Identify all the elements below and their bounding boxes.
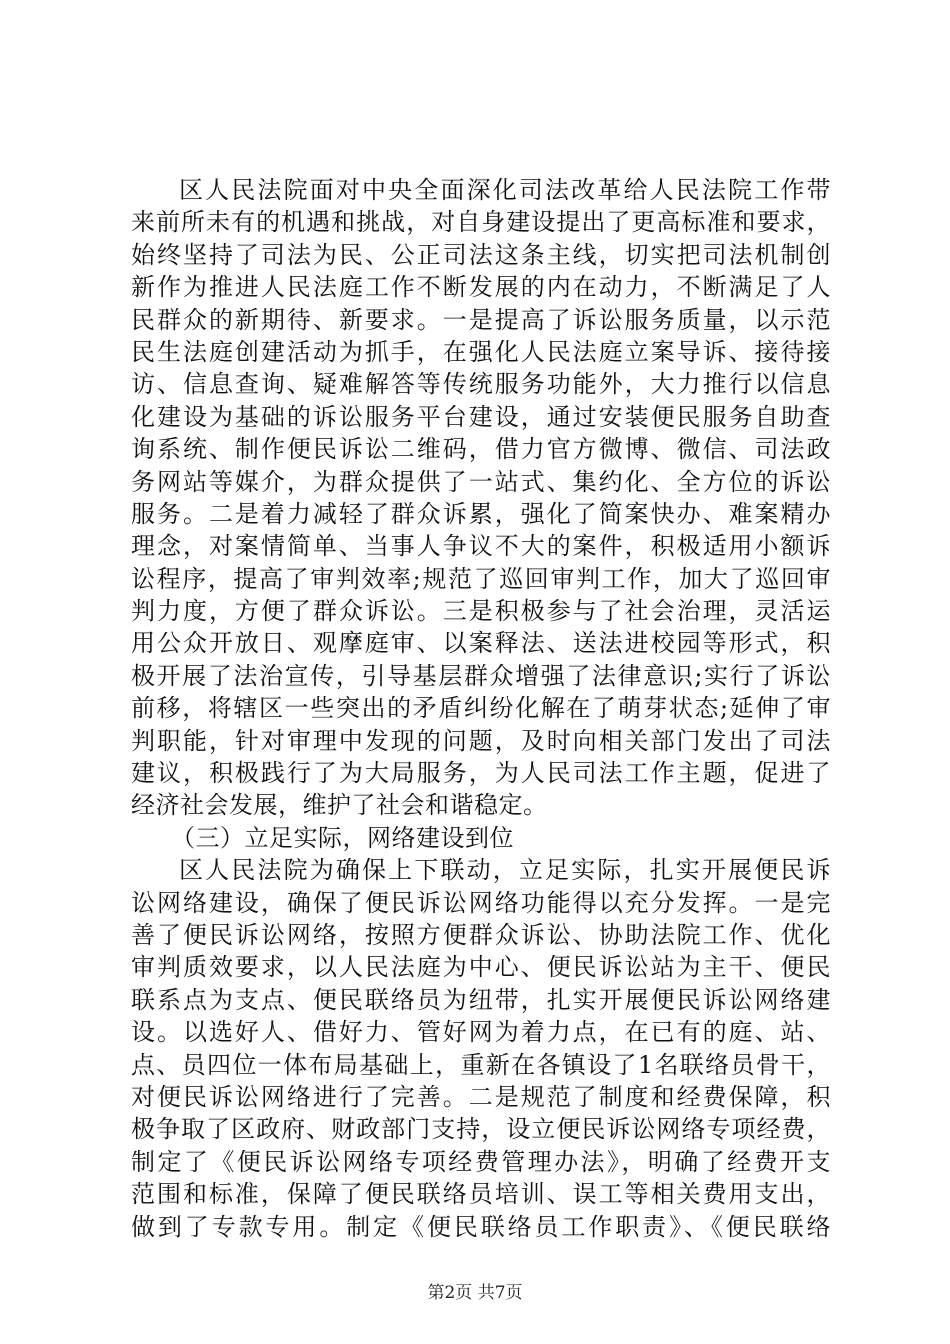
text-line: 对便民诉讼网络进行了完善。二是规范了制度和经费保障，积 (131, 1082, 831, 1111)
text-line: 善了便民诉讼网络，按照方便群众诉讼、协助法院工作、优化 (131, 920, 831, 949)
text-line: 民群众的新期待、新要求。一是提高了诉讼服务质量，以示范 (131, 305, 831, 334)
text-line: 做到了专款专用。制定《便民联络员工作职责》、《便民联络 (131, 1212, 831, 1241)
text-line: 化建设为基础的诉讼服务平台建设，通过安装便民服务自助查 (131, 402, 831, 431)
section-heading: （三）立足实际，网络建设到位 (171, 823, 514, 852)
text-line: 讼程序，提高了审判效率;规范了巡回审判工作，加大了巡回审 (131, 564, 831, 593)
text-line: 务网站等媒介，为群众提供了一站式、集约化、全方位的诉讼 (131, 467, 831, 496)
text-line: 区人民法院为确保上下联动，立足实际，扎实开展便民诉 (179, 856, 831, 885)
text-line: 设。以选好人、借好力、管好网为着力点，在已有的庭、站、 (131, 1018, 831, 1047)
text-line: 区人民法院面对中央全面深化司法改革给人民法院工作带 (179, 176, 831, 204)
text-line: 询系统、制作便民诉讼二维码，借力官方微博、微信、司法政 (131, 435, 831, 464)
text-line: 讼网络建设，确保了便民诉讼网络功能得以充分发挥。一是完 (131, 888, 831, 917)
text-line: 来前所未有的机遇和挑战，对自身建设提出了更高标准和要求， (131, 208, 831, 237)
text-line: 服务。二是着力减轻了群众诉累，强化了简案快办、难案精办 (131, 499, 831, 528)
text-line: 用公众开放日、观摩庭审、以案释法、送法进校园等形式，积 (131, 629, 831, 658)
paragraph-network-building (131, 854, 831, 1243)
text-line: 点、员四位一体布局基础上，重新在各镇设了1名联络员骨干， (131, 1050, 831, 1079)
text-line: 极争取了区政府、财政部门支持，设立便民诉讼网络专项经费， (131, 1115, 831, 1144)
text-line: 联系点为支点、便民联络员为纽带，扎实开展便民诉讼网络建 (131, 985, 831, 1014)
text-line: 判力度，方便了群众诉讼。三是积极参与了社会治理，灵活运 (131, 597, 831, 626)
text-line: 始终坚持了司法为民、公正司法这条主线，切实把司法机制创 (131, 240, 831, 269)
text-line: 范围和标准，保障了便民联络员培训、误工等相关费用支出， (131, 1180, 831, 1209)
text-line: 理念，对案情简单、当事人争议不大的案件，积极适用小额诉 (131, 532, 831, 561)
text-line: 经济社会发展，维护了社会和谐稳定。 (131, 791, 548, 820)
paragraph-court-reform (131, 174, 831, 822)
text-line: 民生法庭创建活动为抓手，在强化人民法庭立案导诉、接待接 (131, 337, 831, 366)
text-line: 极开展了法治宣传，引导基层群众增强了法律意识;实行了诉讼 (131, 661, 831, 690)
text-line: 制定了《便民诉讼网络专项经费管理办法》，明确了经费开支 (131, 1147, 831, 1176)
text-line: 建议，积极践行了为大局服务，为人民司法工作主题，促进了 (131, 759, 831, 788)
text-line: 访、信息查询、疑难解答等传统服务功能外，大力推行以信息 (131, 370, 831, 399)
text-line: 新作为推进人民法庭工作不断发展的内在动力，不断满足了人 (131, 273, 831, 302)
text-line: 前移，将辖区一些突出的矛盾纠纷化解在了萌芽状态;延伸了审 (131, 694, 831, 723)
text-line: 审判质效要求，以人民法庭为中心、便民诉讼站为主干、便民 (131, 953, 831, 982)
document-body (131, 174, 831, 1243)
page-number-footer: 第2页 共7页 (427, 1283, 523, 1303)
text-line: 判职能，针对审理中发现的问题，及时向相关部门发出了司法 (131, 726, 831, 755)
